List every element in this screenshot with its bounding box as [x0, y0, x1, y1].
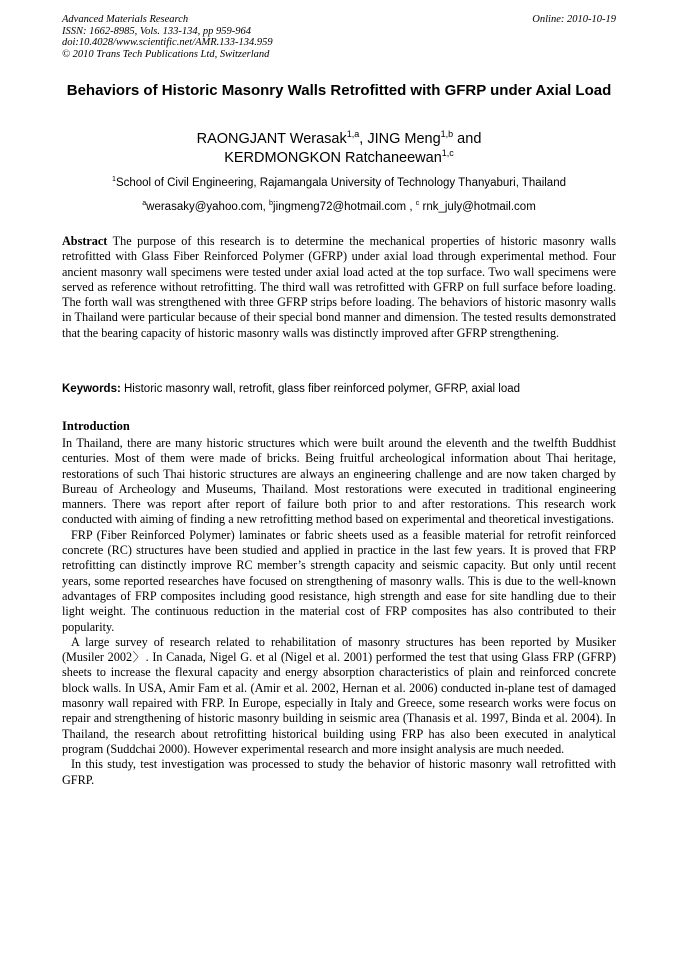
paragraph: In this study, test investigation was processed to study the behavior of historic masonry wall retrofitted with GFRP. — [62, 757, 616, 787]
keywords — [62, 382, 616, 397]
paragraph: In Thailand, there are many historic structures which were built around the eleventh and the twelfth Buddhist centuries. Most of them were made of bricks. Being fruitful archeological information about Thai heritage, restorations of such Thai historic structures are always an engineering challenge and are now taken charged by Bureau of Archeology and Museums, Thailand. Most restorations were executed in traditional engineering manners. There was report after report of failure both prior to and after restorations. This research work conducted with aiming of finding a new retrofitting method based on experimental and theoretical investigations. — [62, 436, 616, 527]
section-heading: Introduction — [62, 419, 130, 433]
email-superscript: b — [269, 199, 274, 208]
introduction-body — [62, 436, 616, 788]
abstract-text: The purpose of this research is to determine the mechanical properties of historic masonry walls retrofitted with Glass Fiber Reinforced Polymer (GFRP) under axial load through experimental method. Four ancient masonry wall specimens were tested under axial load acted at the top surface. Two wall specimens were served as reference without retrofitting. The third wall was retrofitted with GFRP on full surface before loading. The forth wall was strengthened with three GFRP strips before loading. The behaviors of historic masonry walls in Thailand were particular because of their special bond manner and dimension. The tested results demonstrated that the bearing capacity of historic masonry walls was distinctly improved after GFRP strengthening. — [62, 234, 616, 340]
paragraph: A large survey of research related to rehabilitation of masonry structures has been reported by Musiker (Musiler 2002〉. In Canada, Nigel G. et al (Nigel et al. 2001) performed the test that using Glass FRP (GFRP) sheets to increase the flexural capacity and energy absorption characteristics of plain and reinforced concrete block walls. In USA, Amir Fam et al. (Amir et al. 2002, Hernan et al. 2006) conducted in-plane test of damaged masonry wall repaired with FRP. In Europe, especially in Italy and Greece, some research works were focus on repair and strengthening of historic masonry building in seismic area (Thanasis et al. 1997, Binda et al. 2004). In Thailand, the research about retrofitting historical building using FRP has also been executed in analytical program (Suddchai 2000). However experimental research and more insight analysis are much needed. — [62, 634, 616, 756]
doi-line: doi:10.4028/www.scientific.net/AMR.133-134.959 — [62, 37, 273, 49]
author-separator: , — [359, 131, 368, 147]
paper-title: Behaviors of Historic Masonry Walls Retrofitted with GFRP under Axial Load — [66, 82, 612, 99]
email-address: werasaky@yahoo.com, — [146, 201, 270, 213]
paragraph: FRP (Fiber Reinforced Polymer) laminates or fabric sheets used as a feasible material for retrofit reinforced concrete (RC) structures have been studied and applied in practice in the last few years. It is proved that FRP retrofitting can distinctly improve RC member’s strength capacity and seismic capacity. But only until recent years, some reported researches have focused on strengthening of masonry walls. This is due to the well-known advantages of FRP composites including good resistance, high strength and ease for site handling due to their light weight. The continuous reduction in the material cost of FRP composites has also contributed to their popularity. — [62, 527, 616, 634]
author-list — [62, 130, 616, 168]
keywords-label: Keywords: — [62, 383, 121, 395]
author-superscript: 1,b — [440, 129, 454, 140]
affiliation-text: School of Civil Engineering, Rajamangala University of Technology Thanyaburi, Thailand — [115, 177, 566, 189]
email-superscript: a — [142, 199, 147, 208]
affiliation — [62, 175, 616, 191]
author-name: KERDMONGKON Ratchaneewan — [224, 150, 442, 166]
author-superscript: 1,c — [441, 148, 454, 159]
online-date: Online: 2010-10-19 — [532, 14, 616, 25]
journal-name: Advanced Materials Research — [62, 14, 189, 25]
copyright-line: © 2010 Trans Tech Publications Ltd, Switzerland — [62, 48, 270, 60]
abstract — [62, 234, 616, 341]
email-address: rnk_july@hotmail.com — [419, 201, 536, 213]
keywords-text: Historic masonry wall, retrofit, glass fiber reinforced polymer, GFRP, axial load — [120, 383, 521, 395]
affiliation-superscript: 1 — [111, 175, 116, 184]
journal-header — [62, 14, 616, 60]
author-conjunction: and — [453, 131, 482, 147]
email-list — [62, 199, 616, 215]
author-superscript: 1,a — [346, 129, 360, 140]
issn-line: ISSN: 1662-8985, Vols. 133-134, pp 959-964 — [62, 25, 251, 37]
author-name: JING Meng — [367, 131, 441, 147]
email-address: jingmeng72@hotmail.com , — [273, 201, 416, 213]
email-superscript: c — [415, 199, 420, 208]
abstract-label: Abstract — [62, 234, 108, 248]
author-name: RAONGJANT Werasak — [196, 131, 347, 147]
